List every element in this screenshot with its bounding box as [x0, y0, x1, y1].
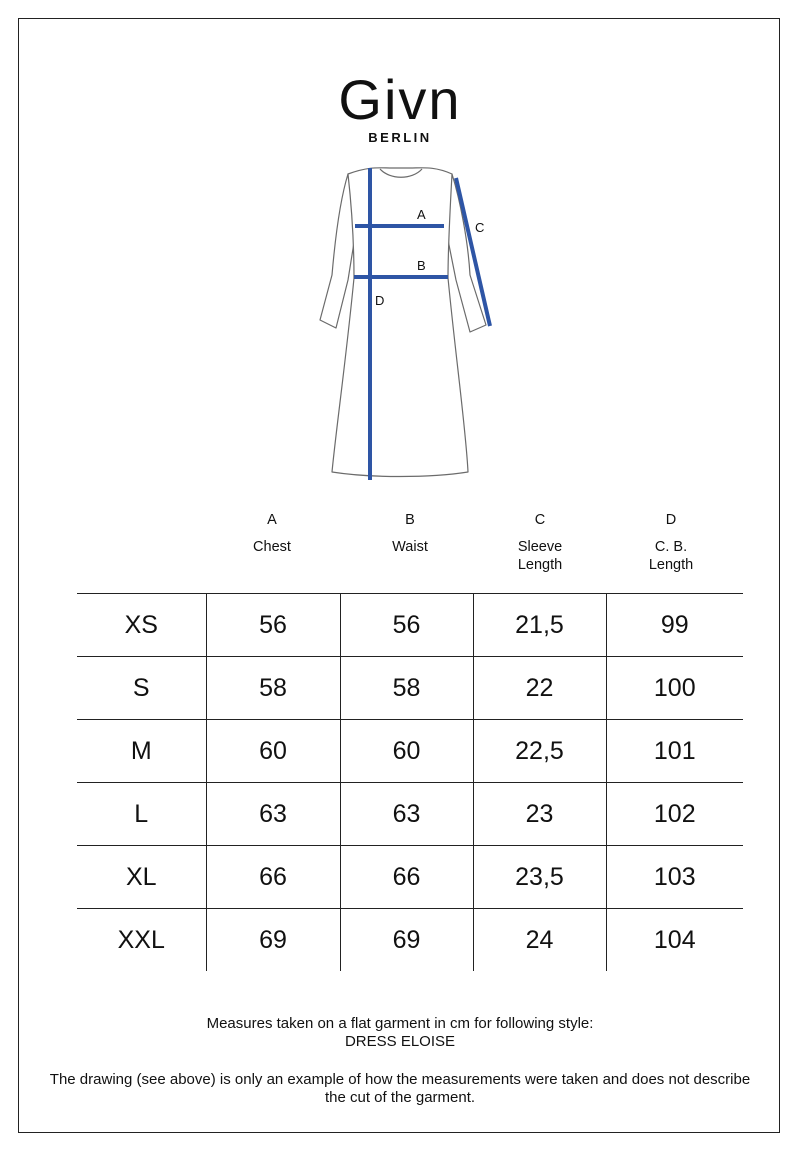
sleeve-cell: 21,5: [473, 594, 606, 657]
brand-location: BERLIN: [368, 130, 432, 145]
length-cell: 104: [606, 909, 743, 972]
label-b: B: [417, 258, 426, 273]
column-header-waist: [345, 511, 475, 556]
label-a: A: [417, 207, 426, 222]
dress-measurement-diagram: [300, 160, 510, 485]
chest-cell: 60: [206, 720, 340, 783]
size-cell: M: [77, 720, 206, 783]
dress-skirt: [332, 278, 468, 477]
table-row: [77, 657, 743, 720]
sleeve-cell: 22: [473, 657, 606, 720]
waist-cell: 60: [340, 720, 473, 783]
size-chart-table: [77, 593, 743, 971]
waist-cell: 69: [340, 909, 473, 972]
size-cell: XXL: [117, 925, 165, 954]
chest-cell: 58: [206, 657, 340, 720]
table-row: [77, 909, 743, 972]
right-sleeve: [446, 174, 486, 332]
waist-cell: 63: [340, 783, 473, 846]
column-letter: C: [534, 512, 546, 528]
waist-cell: 56: [340, 594, 473, 657]
measure-note-line1: Measures taken on a flat garment in cm for following style:: [206, 1015, 594, 1032]
column-name: C. B. Length: [648, 539, 694, 573]
sleeve-cell: 24: [473, 909, 606, 972]
column-header-sleeve-length: [475, 511, 605, 574]
brand-logo: Givn: [338, 68, 462, 131]
size-cell: XL: [77, 846, 206, 909]
length-cell: 103: [606, 846, 743, 909]
column-name: Waist: [392, 539, 428, 555]
length-cell: 99: [606, 594, 743, 657]
label-c: C: [475, 220, 485, 235]
size-cell: L: [77, 783, 206, 846]
column-letter: A: [267, 512, 277, 528]
table-row: [77, 720, 743, 783]
style-name: DRESS ELOISE: [344, 1033, 456, 1050]
column-letter: B: [405, 512, 415, 528]
chest-cell: 56: [206, 594, 340, 657]
length-cell: 101: [606, 720, 743, 783]
table-row: [77, 594, 743, 657]
chest-cell: 69: [206, 909, 340, 972]
column-name: Chest: [253, 539, 291, 555]
disclaimer-note: The drawing (see above) is only an example of how the measurements were taken and does not describe the cut of the garment.: [49, 1071, 751, 1106]
column-name: Sleeve Length: [517, 539, 563, 573]
length-cell: 102: [606, 783, 743, 846]
size-cell: XS: [77, 594, 206, 657]
dress-bodice: [348, 168, 452, 278]
table-row: [77, 846, 743, 909]
waist-cell: 66: [340, 846, 473, 909]
chest-cell: 66: [206, 846, 340, 909]
length-cell: 100: [606, 657, 743, 720]
chest-cell: 63: [206, 783, 340, 846]
column-header-cb-length: [606, 511, 736, 574]
table-row: [77, 783, 743, 846]
column-header-chest: [207, 511, 337, 556]
sleeve-cell: 22,5: [473, 720, 606, 783]
waist-cell: 58: [340, 657, 473, 720]
sleeve-cell: 23,5: [473, 846, 606, 909]
size-cell: S: [77, 657, 206, 720]
label-d: D: [375, 293, 385, 308]
sleeve-cell: 23: [473, 783, 606, 846]
column-letter: D: [665, 512, 677, 528]
